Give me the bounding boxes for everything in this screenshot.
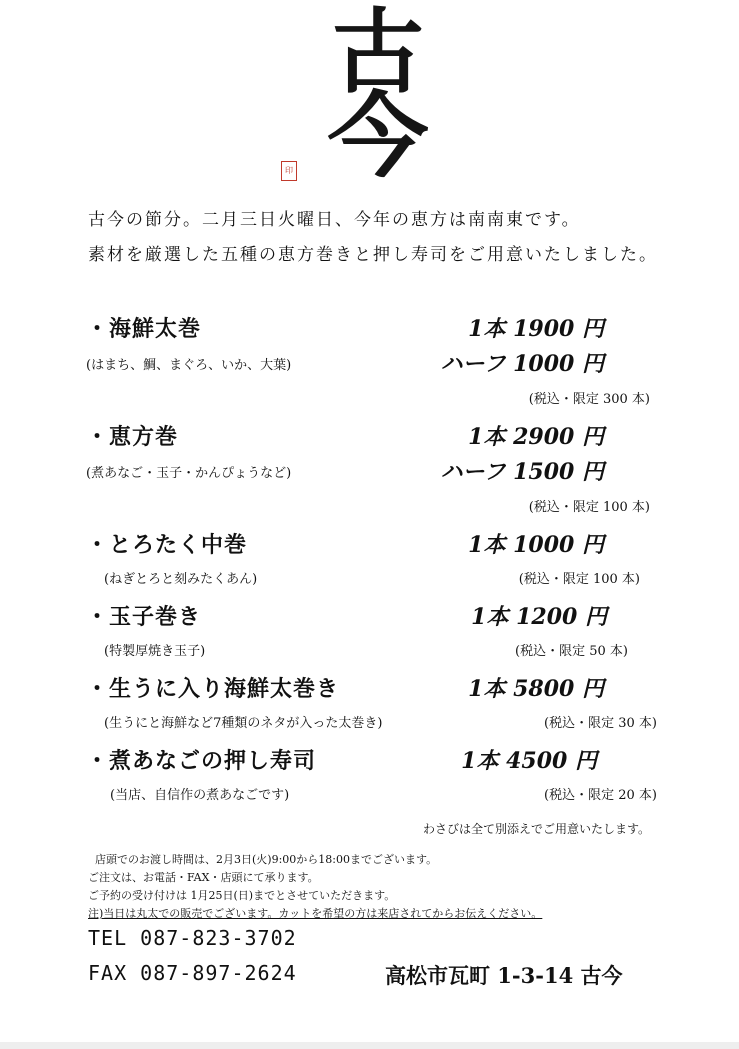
fax-number: FAX 087-897-2624: [88, 961, 297, 985]
menu-item-price: 1本 5800 円: [468, 676, 604, 702]
wasabi-note: わさびは全て別添えでご用意いたします。: [422, 822, 650, 836]
menu-item-note: (税込・限定 50 本): [515, 644, 628, 659]
page-bottom-edge: [0, 1042, 739, 1049]
menu-item-description: (特製厚焼き玉子): [104, 644, 206, 659]
menu-item-title: ・煮あなごの押し寿司: [86, 748, 317, 774]
phone-number: TEL 087-823-3702: [88, 926, 297, 950]
logo: [318, 0, 438, 190]
menu-item-description: (当店、自信作の煮あなごです): [110, 788, 290, 803]
menu-item-price: 1本 1000 円: [468, 532, 604, 558]
menu-item-title: ・恵方巻: [86, 424, 179, 450]
cutting-notice: 注)当日は丸太での販売でございます。カットを希望の方は来店されてからお伝えください。: [88, 907, 543, 920]
order-method-notice: ご注文は、お電話・FAX・店頭にて承ります。: [88, 871, 319, 884]
menu-item-title: ・とろたく中巻: [86, 532, 248, 558]
intro-line-2: 素材を厳選した五種の恵方巻きと押し寿司をご用意いたしました。: [88, 245, 658, 265]
menu-item-description: (ねぎとろと刻みたくあん): [104, 572, 258, 587]
store-address: 高松市瓦町 1-3-14 古今: [385, 963, 623, 988]
pickup-time-notice: 店頭でのお渡し時間は、2月3日(火)9:00から18:00までございます。: [95, 853, 438, 866]
menu-item-note: (税込・限定 20 本): [544, 788, 657, 803]
menu-item-price: 1本 1200 円: [471, 604, 607, 630]
menu-item-half-price: ハーフ 1000 円: [440, 351, 604, 377]
logo-char-top: 古: [331, 0, 424, 106]
menu-item-price: 1本 1900 円: [468, 316, 604, 342]
menu-item-description: (はまち、鯛、まぐろ、いか、大葉): [86, 358, 292, 373]
menu-item-price: 1本 4500 円: [461, 748, 597, 774]
intro-line-1: 古今の節分。二月三日火曜日、今年の恵方は南南東です。: [88, 210, 581, 230]
menu-item-note: (税込・限定 30 本): [544, 716, 657, 731]
menu-item-note: (税込・限定 100 本): [518, 572, 640, 587]
menu-item-note: (税込・限定 300 本): [528, 392, 650, 407]
menu-item-description: (煮あなご・玉子・かんぴょうなど): [86, 466, 292, 481]
menu-item-title: ・生うに入り海鮮太巻き: [86, 676, 340, 702]
logo-char-bottom: 今: [327, 82, 429, 190]
reservation-deadline-notice: ご予約の受け付けは 1月25日(日)までとさせていただきます。: [88, 889, 396, 902]
menu-item-price: 1本 2900 円: [468, 424, 604, 450]
menu-item-description: (生うにと海鮮など7種類のネタが入った太巻き): [104, 716, 383, 731]
seal-stamp: 印: [281, 161, 297, 181]
menu-item-title: ・海鮮太巻: [86, 316, 202, 342]
menu-item-note: (税込・限定 100 本): [528, 500, 650, 515]
menu-item-half-price: ハーフ 1500 円: [440, 459, 604, 485]
menu-item-title: ・玉子巻き: [86, 604, 202, 630]
